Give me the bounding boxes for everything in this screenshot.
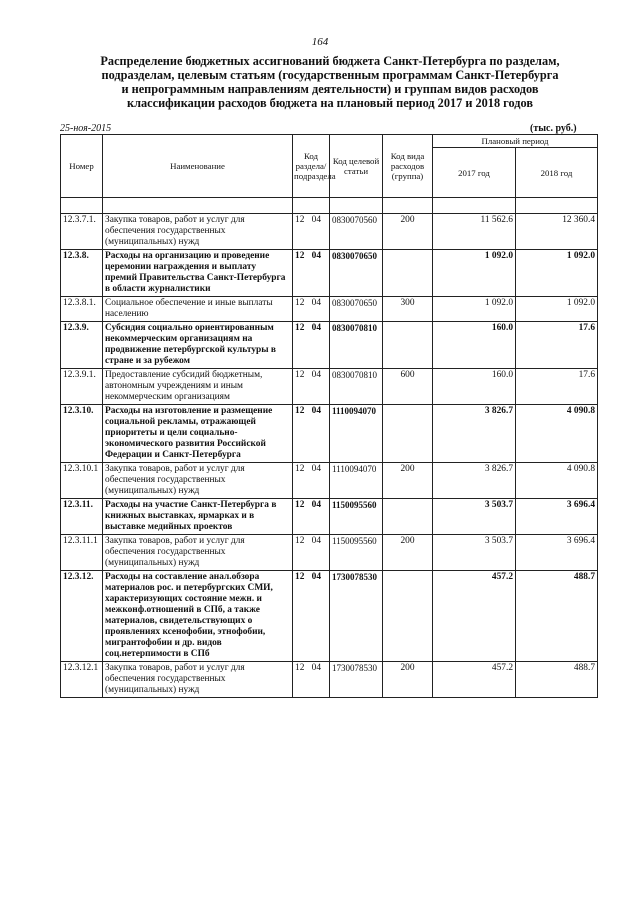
row-section-code bbox=[293, 463, 330, 499]
row-section-code bbox=[293, 250, 330, 297]
row-target-code: 1150095560 bbox=[330, 535, 383, 571]
row-expense-group bbox=[383, 499, 433, 535]
row-value-2018: 17.6 bbox=[516, 322, 598, 369]
row-subsection: 04 bbox=[311, 251, 321, 261]
table-row bbox=[61, 405, 598, 463]
row-number: 12.3.11.1 bbox=[61, 535, 103, 571]
header-number: Номер bbox=[61, 135, 103, 198]
row-section: 12 bbox=[295, 500, 305, 510]
row-section-code bbox=[293, 499, 330, 535]
row-section-code bbox=[293, 535, 330, 571]
row-number: 12.3.12.1 bbox=[61, 662, 103, 698]
table-row bbox=[61, 571, 598, 662]
row-number: 12.3.8.1. bbox=[61, 297, 103, 322]
header-target-code: Код целевой статьи bbox=[330, 135, 383, 198]
row-value-2017: 3 503.7 bbox=[433, 499, 516, 535]
row-value-2018: 12 360.4 bbox=[516, 214, 598, 250]
units-label: (тыс. руб.) bbox=[530, 123, 577, 134]
row-value-2017: 11 562.6 bbox=[433, 214, 516, 250]
title-line: подразделам, целевым статьям (государственным программам Санкт-Петербурга bbox=[101, 68, 559, 82]
title-line: Распределение бюджетных ассигнований бюджета Санкт-Петербурга по разделам, bbox=[100, 54, 560, 68]
table-row bbox=[61, 250, 598, 297]
row-target-code: 1110094070 bbox=[330, 463, 383, 499]
row-target-code: 1150095560 bbox=[330, 499, 383, 535]
row-subsection: 04 bbox=[311, 370, 321, 380]
table-row bbox=[61, 463, 598, 499]
header-name: Наименование bbox=[103, 135, 293, 198]
row-name: Субсидия социально ориентированным некоммерческим организациям на продвижение петербургской культуры в стране и за рубежом bbox=[103, 322, 293, 369]
title-line: классификации расходов бюджета на плановый период 2017 и 2018 годов bbox=[127, 96, 533, 110]
row-value-2018: 488.7 bbox=[516, 571, 598, 662]
row-value-2017: 457.2 bbox=[433, 571, 516, 662]
row-number: 12.3.7.1. bbox=[61, 214, 103, 250]
row-value-2017: 3 826.7 bbox=[433, 405, 516, 463]
budget-table bbox=[60, 134, 598, 698]
row-number: 12.3.10.1 bbox=[61, 463, 103, 499]
table-row bbox=[61, 297, 598, 322]
row-subsection: 04 bbox=[311, 215, 321, 225]
row-section: 12 bbox=[295, 298, 305, 308]
row-expense-group: 200 bbox=[383, 463, 433, 499]
row-value-2017: 3 503.7 bbox=[433, 535, 516, 571]
row-target-code: 0830070810 bbox=[330, 369, 383, 405]
row-expense-group bbox=[383, 571, 433, 662]
row-target-code: 1730078530 bbox=[330, 571, 383, 662]
row-section-code bbox=[293, 297, 330, 322]
row-value-2018: 4 090.8 bbox=[516, 405, 598, 463]
table-row bbox=[61, 369, 598, 405]
row-name: Расходы на участие Санкт-Петербурга в книжных выставках, ярмарках и в выставке медийных проектов bbox=[103, 499, 293, 535]
row-section-code bbox=[293, 322, 330, 369]
row-name: Расходы на изготовление и размещение социальной рекламы, отражающей приоритеты и цели социально-экономического развития Российской Федерации и Санкт-Петербурга bbox=[103, 405, 293, 463]
row-name: Закупка товаров, работ и услуг для обеспечения государственных (муниципальных) нужд bbox=[103, 463, 293, 499]
row-name: Социальное обеспечение и иные выплаты населению bbox=[103, 297, 293, 322]
row-expense-group bbox=[383, 322, 433, 369]
row-value-2018: 1 092.0 bbox=[516, 297, 598, 322]
row-subsection: 04 bbox=[311, 406, 321, 416]
row-name: Закупка товаров, работ и услуг для обеспечения государственных (муниципальных) нужд bbox=[103, 535, 293, 571]
row-expense-group: 600 bbox=[383, 369, 433, 405]
row-value-2017: 1 092.0 bbox=[433, 297, 516, 322]
document-date: 25-ноя-2015 bbox=[60, 123, 112, 134]
table-row bbox=[61, 322, 598, 369]
row-target-code: 1730078530 bbox=[330, 662, 383, 698]
row-section: 12 bbox=[295, 663, 305, 673]
row-expense-group: 200 bbox=[383, 214, 433, 250]
document-title bbox=[60, 54, 600, 110]
header-section-code: Код раздела/ подраздела bbox=[293, 135, 330, 198]
row-expense-group: 200 bbox=[383, 535, 433, 571]
row-number: 12.3.12. bbox=[61, 571, 103, 662]
row-section-code bbox=[293, 405, 330, 463]
row-name: Закупка товаров, работ и услуг для обеспечения государственных (муниципальных) нужд bbox=[103, 214, 293, 250]
header-year-2017: 2017 год bbox=[433, 148, 516, 198]
row-number: 12.3.8. bbox=[61, 250, 103, 297]
row-value-2018: 4 090.8 bbox=[516, 463, 598, 499]
row-subsection: 04 bbox=[311, 572, 321, 582]
row-value-2017: 160.0 bbox=[433, 369, 516, 405]
row-section: 12 bbox=[295, 251, 305, 261]
title-line: и непрограммным направлениям деятельности) и группам видов расходов bbox=[121, 82, 539, 96]
row-target-code: 1110094070 bbox=[330, 405, 383, 463]
row-value-2017: 1 092.0 bbox=[433, 250, 516, 297]
row-value-2018: 3 696.4 bbox=[516, 499, 598, 535]
row-value-2017: 3 826.7 bbox=[433, 463, 516, 499]
row-value-2017: 160.0 bbox=[433, 322, 516, 369]
page-number: 164 bbox=[311, 36, 329, 48]
row-subsection: 04 bbox=[311, 500, 321, 510]
row-name: Закупка товаров, работ и услуг для обеспечения государственных (муниципальных) нужд bbox=[103, 662, 293, 698]
row-number: 12.3.9. bbox=[61, 322, 103, 369]
row-number: 12.3.11. bbox=[61, 499, 103, 535]
row-value-2018: 3 696.4 bbox=[516, 535, 598, 571]
row-expense-group bbox=[383, 250, 433, 297]
row-target-code: 0830070650 bbox=[330, 250, 383, 297]
row-value-2017: 457.2 bbox=[433, 662, 516, 698]
row-section: 12 bbox=[295, 464, 305, 474]
row-section: 12 bbox=[295, 536, 305, 546]
row-subsection: 04 bbox=[311, 298, 321, 308]
row-subsection: 04 bbox=[311, 323, 321, 333]
header-planned-period: Плановый период bbox=[433, 135, 598, 148]
row-number: 12.3.9.1. bbox=[61, 369, 103, 405]
table-row bbox=[61, 535, 598, 571]
row-name: Расходы на составление анал.обзора материалов рос. и петербургских СМИ, характеризующих состояние межн. и межконф.отношений в СПб, а также материалов, свидетельствующих о проявлениях ксенофобии, этнофобии, мигрантофобии и др. видов соц.нетерпимости в СПб bbox=[103, 571, 293, 662]
row-expense-group: 200 bbox=[383, 662, 433, 698]
header-gap-row bbox=[61, 198, 598, 214]
row-value-2018: 488.7 bbox=[516, 662, 598, 698]
row-expense-group bbox=[383, 405, 433, 463]
table-row bbox=[61, 499, 598, 535]
row-section-code bbox=[293, 369, 330, 405]
row-section: 12 bbox=[295, 406, 305, 416]
row-name: Расходы на организацию и проведение церемонии награждения и выплату премий Правительства Санкт-Петербурга в области журналистики bbox=[103, 250, 293, 297]
row-target-code: 0830070560 bbox=[330, 214, 383, 250]
row-section: 12 bbox=[295, 323, 305, 333]
row-name: Предоставление субсидий бюджетным, автономным учреждениям и иным некоммерческим организациям bbox=[103, 369, 293, 405]
row-section-code bbox=[293, 214, 330, 250]
row-section: 12 bbox=[295, 572, 305, 582]
table-row bbox=[61, 214, 598, 250]
header-year-2018: 2018 год bbox=[516, 148, 598, 198]
row-expense-group: 300 bbox=[383, 297, 433, 322]
row-section-code bbox=[293, 571, 330, 662]
row-value-2018: 17.6 bbox=[516, 369, 598, 405]
table-row bbox=[61, 662, 598, 698]
row-target-code: 0830070650 bbox=[330, 297, 383, 322]
row-subsection: 04 bbox=[311, 464, 321, 474]
row-section: 12 bbox=[295, 215, 305, 225]
row-number: 12.3.10. bbox=[61, 405, 103, 463]
row-target-code: 0830070810 bbox=[330, 322, 383, 369]
row-subsection: 04 bbox=[311, 663, 321, 673]
row-subsection: 04 bbox=[311, 536, 321, 546]
row-section: 12 bbox=[295, 370, 305, 380]
header-expense-group: Код вида расходов (группа) bbox=[383, 135, 433, 198]
row-value-2018: 1 092.0 bbox=[516, 250, 598, 297]
row-section-code bbox=[293, 662, 330, 698]
